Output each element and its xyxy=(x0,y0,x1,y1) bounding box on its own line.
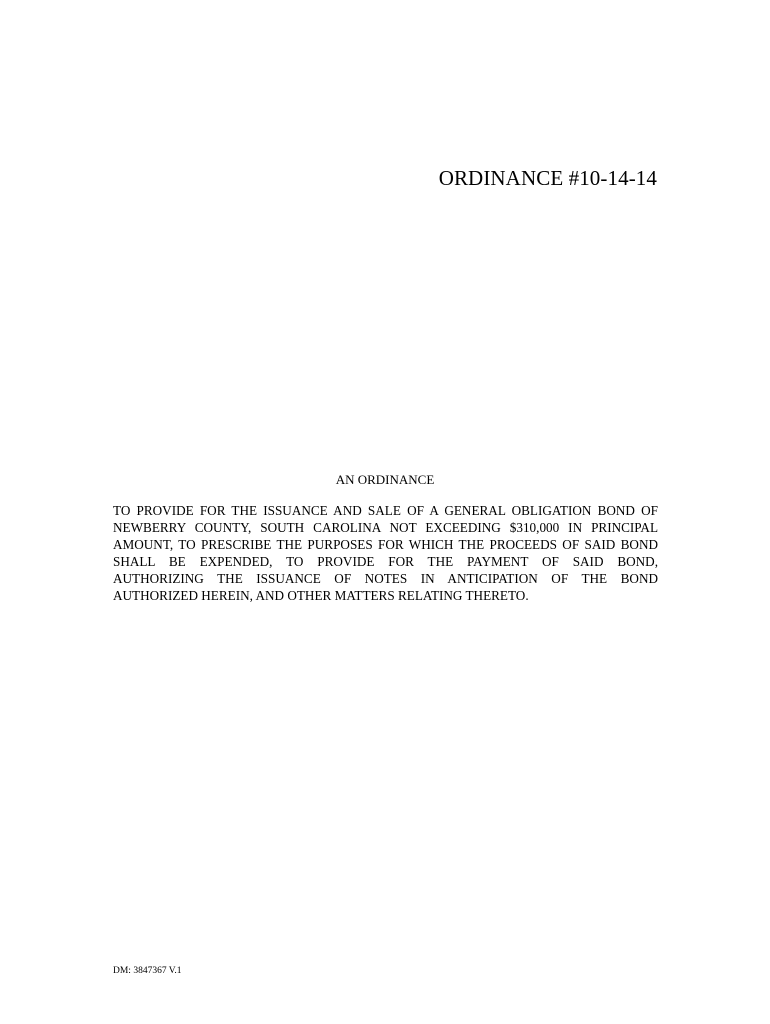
ordinance-description-line: AUTHORIZING THE ISSUANCE OF NOTES IN ANTICIPATION OF THE BOND xyxy=(113,571,658,586)
ordinance-description xyxy=(113,502,658,604)
ordinance-description-line: AUTHORIZED HEREIN, AND OTHER MATTERS RELATING THERETO. xyxy=(113,588,529,603)
ordinance-description-line: AMOUNT, TO PRESCRIBE THE PURPOSES FOR WHICH THE PROCEEDS OF SAID BOND xyxy=(113,537,658,552)
footer-document-id: DM: 3847367 V.1 xyxy=(113,966,182,976)
ordinance-description-line: SHALL BE EXPENDED, TO PROVIDE FOR THE PAYMENT OF SAID BOND, xyxy=(113,554,658,569)
ordinance-description-line: NEWBERRY COUNTY, SOUTH CAROLINA NOT EXCEEDING $310,000 IN PRINCIPAL xyxy=(113,520,658,535)
ordinance-number-title: ORDINANCE #10-14-14 xyxy=(438,166,657,190)
ordinance-description-line: TO PROVIDE FOR THE ISSUANCE AND SALE OF A GENERAL OBLIGATION BOND OF xyxy=(113,503,658,518)
ordinance-heading: AN ORDINANCE xyxy=(335,472,435,487)
